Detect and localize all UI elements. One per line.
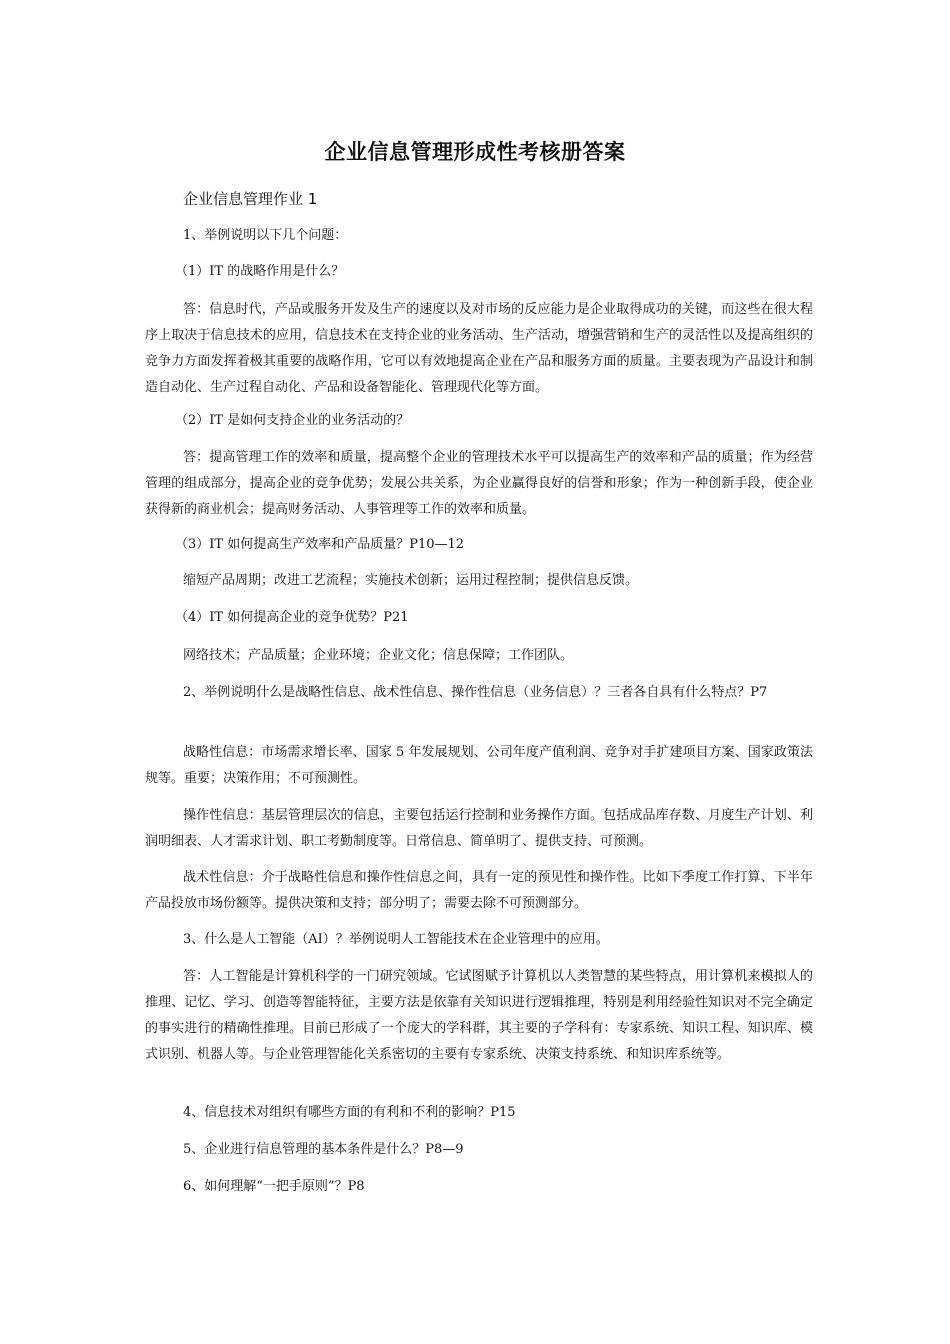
question-1: 1、举例说明以下几个问题： [183,228,348,243]
question-6: 6、如何理解“一把手原则”？P8 [183,1179,365,1194]
answer-1-2: 答：提高管理工作的效率和质量，提高整个企业的管理技术水平可以提高生产的效率和产品的质量；作为经营管理的组成部分，提高企业的竞争优势；发展公共关系，为企业赢得良好的信誉和形象；作为一种创新手段，使企业获得新的商业机会；提高财务活动、人事管理等工作的效率和质量。 [145,450,813,517]
question-1-2: （2）IT 是如何支持企业的业务活动的？ [175,413,410,428]
answer-2-tactical: 战术性信息：介于战略性信息和操作性信息之间，具有一定的预见性和操作性。比如下季度工作打算、下半年产品投放市场份额等。提供决策和支持；部分明了；需要去除不可预测部分。 [145,870,813,911]
question-1-1: （1）IT 的战略作用是什么？ [175,264,345,279]
answer-1-4: 网络技术；产品质量；企业环境；企业文化；信息保障；工作团队。 [183,648,574,663]
question-1-3: （3）IT 如何提高生产效率和产品质量？P10—12 [175,537,465,552]
question-4: 4、信息技术对组织有哪些方面的有利和不利的影响？P15 [183,1105,516,1120]
subtitle: 企业信息管理作业 1 [183,190,318,208]
document-title: 企业信息管理形成性考核册答案 [324,140,626,164]
question-2: 2、举例说明什么是战略性信息、战术性信息、操作性信息（业务信息）？三者各自具有什么特点？P7 [183,685,768,700]
answer-1-1: 答：信息时代，产品或服务开发及生产的速度以及对市场的反应能力是企业取得成功的关键，而这些在很大程序上取决于信息技术的应用，信息技术在支持企业的业务活动、生产活动，增强营销和生产的灵活性以及提高组织的竞争力方面发挥着极其重要的战略作用，它可以有效地提高企业在产品和服务方面的质量。主要表现为产品设计和制造自动化、生产过程自动化、产品和设备智能化、管理现代化等方面。 [145,302,813,395]
question-1-4: （4）IT 如何提高企业的竞争优势？P21 [175,610,409,625]
answer-2-strategic: 战略性信息：市场需求增长率、国家 5 年发展规划、公司年度产值利润、竞争对手扩建项目方案、国家政策法规等。重要；决策作用；不可预测性。 [145,745,813,786]
answer-3: 答：人工智能是计算机科学的一门研究领域。它试图赋予计算机以人类智慧的某些特点，用计算机来模拟人的推理、记忆、学习、创造等智能特征，主要方法是依靠有关知识进行逻辑推理，特别是利用经验性知识对不完全确定的事实进行的精确性推理。目前已形成了一个庞大的学科群，其主要的子学科有：专家系统、知识工程、知识库、模式识别、机器人等。与企业管理智能化关系密切的主要有专家系统、决策支持系统、和知识库系统等。 [145,969,813,1062]
question-5: 5、企业进行信息管理的基本条件是什么？P8—9 [183,1142,464,1157]
answer-1-3: 缩短产品周期；改进工艺流程；实施技术创新；运用过程控制；提供信息反馈。 [183,573,639,588]
question-3: 3、什么是人工智能（AI）？举例说明人工智能技术在企业管理中的应用。 [183,932,609,947]
answer-2-operational: 操作性信息：基层管理层次的信息，主要包括运行控制和业务操作方面。包括成品库存数、月度生产计划、利润明细表、人才需求计划、职工考勤制度等。日常信息、简单明了、提供支持、可预测。 [145,808,813,849]
